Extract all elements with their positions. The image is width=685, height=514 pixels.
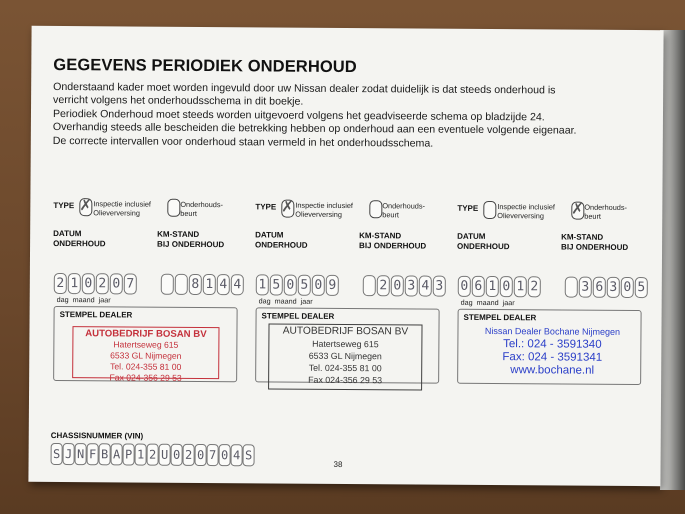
date-digits-field[interactable] bbox=[458, 276, 541, 298]
intro-line: Onderstaand kader moet worden ingevuld door uw Nissan dealer zodat duidelijk is dat steeds onderhoud is bbox=[53, 80, 556, 97]
date-digit-box: 0 bbox=[110, 273, 123, 294]
chassis-digit-box: 0 bbox=[219, 444, 231, 466]
option-line: Onderhouds- bbox=[180, 199, 223, 210]
km-digit-box: 6 bbox=[593, 277, 606, 298]
date-format-legend bbox=[461, 298, 519, 307]
date-digit-box: 1 bbox=[68, 273, 81, 294]
intro-line: verricht volgens het onderhoudsschema in dit boekje. bbox=[53, 94, 304, 109]
option-line: Olieverversing bbox=[295, 209, 342, 219]
label-line: ONDERHOUD bbox=[53, 238, 106, 248]
onderhoud-checkbox[interactable] bbox=[369, 200, 382, 218]
chassis-digit-box: A bbox=[111, 443, 123, 465]
maintenance-card-3 bbox=[455, 199, 646, 385]
maintenance-card-1 bbox=[51, 196, 242, 383]
dealer-stamp-area bbox=[53, 306, 238, 382]
chassis-digit-box: J bbox=[63, 443, 75, 465]
intro-line: Overhandig steeds alle bescheiden die betrekking hebben op onderhoud aan een eventuele volgende eigenaar. bbox=[52, 121, 577, 137]
stamp-line: Tel. 024-355 81 00 bbox=[308, 362, 382, 374]
chassis-digit-box: 2 bbox=[147, 444, 159, 466]
label-line: BIJ ONDERHOUD bbox=[561, 242, 629, 252]
stempel-dealer-label: STEMPEL DEALER bbox=[59, 310, 133, 320]
label-line: ONDERHOUD bbox=[255, 239, 308, 250]
jaar-label: jaar bbox=[502, 298, 515, 308]
km-stand-label bbox=[157, 230, 224, 249]
stamp-line: 6533 GL Nijmegen bbox=[110, 350, 182, 361]
option-line: Olieverversing bbox=[93, 208, 140, 218]
km-digit-box: 2 bbox=[377, 275, 390, 296]
dealer-stamp-area bbox=[255, 307, 440, 386]
maand-label: maand bbox=[72, 295, 95, 305]
chassis-digit-box: 0 bbox=[171, 444, 183, 466]
inspectie-checkbox[interactable] bbox=[483, 201, 496, 219]
chassis-digit-box: 4 bbox=[231, 444, 243, 466]
date-digit-box: 5 bbox=[298, 275, 311, 296]
label-line: ONDERHOUD bbox=[457, 241, 510, 251]
chassis-digit-box: 0 bbox=[195, 444, 207, 466]
stamp-line: Nissan Dealer Bochane Nijmegen bbox=[484, 325, 621, 337]
km-digit-box: 3 bbox=[405, 275, 418, 296]
date-digit-box: 0 bbox=[458, 276, 471, 297]
km-digit-box bbox=[175, 274, 188, 295]
km-digit-box: 3 bbox=[579, 277, 592, 298]
onderhoud-option-label bbox=[180, 200, 223, 218]
dealer-stamp bbox=[72, 326, 219, 383]
km-digit-box: 3 bbox=[433, 276, 446, 297]
date-digit-box: 9 bbox=[326, 275, 339, 296]
km-stand-label bbox=[561, 233, 628, 252]
label-line: DATUM bbox=[457, 231, 486, 241]
km-digit-box bbox=[565, 277, 578, 298]
km-digits-field[interactable] bbox=[363, 275, 446, 297]
option-line: beurt bbox=[382, 210, 399, 220]
inspectie-checkbox[interactable] bbox=[281, 197, 294, 218]
date-format-legend bbox=[259, 296, 317, 305]
stamp-line: AUTOBEDRIJF BOSAN BV bbox=[282, 325, 409, 338]
km-digit-box: 0 bbox=[391, 275, 404, 296]
inspectie-option-label bbox=[295, 201, 353, 219]
option-line: beurt bbox=[584, 211, 601, 221]
inspectie-option-label bbox=[93, 199, 151, 217]
date-digits-field[interactable] bbox=[256, 274, 339, 296]
stempel-dealer-label: STEMPEL DEALER bbox=[463, 312, 537, 323]
datum-label bbox=[53, 229, 106, 248]
label-line: BIJ ONDERHOUD bbox=[359, 240, 427, 251]
date-digit-box: 2 bbox=[528, 276, 541, 297]
datum-label bbox=[255, 230, 308, 249]
type-label: TYPE bbox=[457, 203, 479, 213]
chassis-digit-box: S bbox=[243, 444, 255, 466]
label-line: KM-STAND bbox=[561, 232, 604, 242]
maand-label: maand bbox=[274, 296, 297, 306]
intro-line: De correcte intervallen voor onderhoud staan vermeld in het onderhoudsschema. bbox=[52, 134, 434, 150]
maintenance-card-2 bbox=[253, 197, 444, 386]
date-digit-box: 7 bbox=[124, 273, 137, 294]
chassis-digit-box: 1 bbox=[135, 444, 147, 466]
stamp-line: Hatertseweg 615 bbox=[312, 338, 379, 350]
km-digit-box: 0 bbox=[621, 277, 634, 298]
km-digit-box: 5 bbox=[635, 277, 648, 298]
chassis-digit-box: U bbox=[159, 444, 171, 466]
maand-label: maand bbox=[476, 297, 499, 308]
km-digit-box: 4 bbox=[231, 274, 244, 295]
date-digit-box: 0 bbox=[500, 276, 513, 297]
chassis-digit-box: B bbox=[99, 443, 111, 465]
stamp-line: Tel. 024-355 81 00 bbox=[110, 361, 182, 372]
type-label: TYPE bbox=[53, 200, 75, 211]
jaar-label: jaar bbox=[300, 296, 313, 306]
date-digit-box: 0 bbox=[312, 275, 325, 296]
date-digit-box: 0 bbox=[284, 275, 297, 296]
dag-label: dag bbox=[460, 297, 473, 307]
label-line: BIJ ONDERHOUD bbox=[157, 239, 225, 249]
chassis-digit-box: F bbox=[87, 443, 99, 465]
jaar-label: jaar bbox=[98, 295, 111, 305]
option-line: Onderhouds- bbox=[382, 201, 425, 211]
stamp-line: Fax: 024 - 3591341 bbox=[502, 351, 603, 364]
option-line: Inspectie inclusief bbox=[497, 202, 555, 212]
dealer-stamp bbox=[466, 325, 638, 378]
km-digits-field[interactable] bbox=[565, 277, 648, 299]
stempel-dealer-label: STEMPEL DEALER bbox=[261, 311, 335, 321]
onderhoud-option-label bbox=[584, 203, 627, 221]
option-line: Olieverversing bbox=[497, 211, 544, 221]
date-digit-box: 1 bbox=[256, 274, 269, 295]
km-digits-field[interactable] bbox=[161, 274, 244, 296]
onderhoud-option-label bbox=[382, 201, 425, 219]
dealer-stamp-area bbox=[457, 309, 642, 385]
chassis-digit-box: 7 bbox=[207, 444, 219, 466]
label-line: DATUM bbox=[255, 230, 284, 240]
label-line: DATUM bbox=[53, 228, 82, 239]
km-digit-box: 3 bbox=[607, 277, 620, 298]
stamp-line: Hatertseweg 615 bbox=[113, 339, 179, 350]
stamp-line: Tel.: 024 - 3591340 bbox=[503, 338, 602, 351]
date-digit-box: 2 bbox=[96, 273, 109, 294]
datum-label bbox=[457, 232, 510, 251]
onderhoud-checkbox[interactable] bbox=[167, 199, 180, 217]
chassis-digit-box: N bbox=[75, 443, 87, 465]
km-digit-box: 4 bbox=[217, 274, 230, 295]
page-title: GEGEVENS PERIODIEK ONDERHOUD bbox=[53, 55, 357, 77]
label-line: KM-STAND bbox=[359, 231, 402, 241]
check-mark-icon: ✗ bbox=[571, 199, 584, 218]
stamp-line: www.bochane.nl bbox=[510, 364, 595, 377]
km-digit-box bbox=[363, 275, 376, 296]
inspectie-option-label bbox=[497, 202, 555, 220]
date-digit-box: 1 bbox=[486, 276, 499, 297]
stamp-line: Fax 024-356 29 53 bbox=[308, 374, 383, 386]
chassis-number-field[interactable] bbox=[51, 443, 255, 466]
km-digit-box: 8 bbox=[189, 274, 202, 295]
date-digit-box: 0 bbox=[82, 273, 95, 294]
date-digit-box: 2 bbox=[54, 273, 67, 294]
stamp-line: 6533 GL Nijmegen bbox=[308, 350, 382, 362]
check-mark-icon: ✗ bbox=[79, 196, 92, 215]
km-digit-box: 1 bbox=[203, 274, 216, 295]
check-mark-icon: ✗ bbox=[281, 197, 294, 216]
date-digit-box: 1 bbox=[514, 276, 527, 297]
date-digit-box: 6 bbox=[472, 276, 485, 297]
km-digit-box: 4 bbox=[419, 276, 432, 297]
chassis-label: CHASSISNUMMER (VIN) bbox=[50, 430, 144, 441]
option-line: Onderhouds- bbox=[584, 202, 627, 212]
booklet-page bbox=[28, 26, 663, 486]
km-digit-box bbox=[161, 274, 174, 295]
date-digits-field[interactable] bbox=[54, 273, 137, 295]
intro-line: Periodiek Onderhoud moet steeds worden uitgevoerd volgens het geadviseerde schema op bladzijde 24. bbox=[52, 107, 545, 124]
option-line: Inspectie inclusief bbox=[93, 199, 151, 209]
dag-label: dag bbox=[258, 296, 271, 306]
option-line: Inspectie inclusief bbox=[295, 200, 353, 211]
chassis-digit-box: S bbox=[51, 443, 63, 465]
dag-label: dag bbox=[56, 294, 69, 305]
onderhoud-checkbox[interactable] bbox=[571, 199, 584, 220]
label-line: KM-STAND bbox=[157, 229, 200, 239]
intro-text bbox=[53, 81, 648, 152]
chassis-digit-box: 2 bbox=[183, 444, 195, 466]
stamp-line: Fax 024-356 29 53 bbox=[109, 372, 182, 383]
dealer-stamp bbox=[268, 323, 422, 390]
booklet-spine bbox=[660, 30, 685, 490]
page-number: 38 bbox=[333, 459, 343, 469]
chassis-digit-box: P bbox=[123, 443, 135, 465]
km-stand-label bbox=[359, 231, 426, 250]
option-line: beurt bbox=[180, 208, 197, 218]
inspectie-checkbox[interactable] bbox=[79, 198, 92, 216]
type-label: TYPE bbox=[255, 202, 277, 212]
date-format-legend bbox=[57, 295, 115, 304]
stamp-line: AUTOBEDRIJF BOSAN BV bbox=[85, 328, 207, 341]
date-digit-box: 5 bbox=[270, 274, 283, 295]
